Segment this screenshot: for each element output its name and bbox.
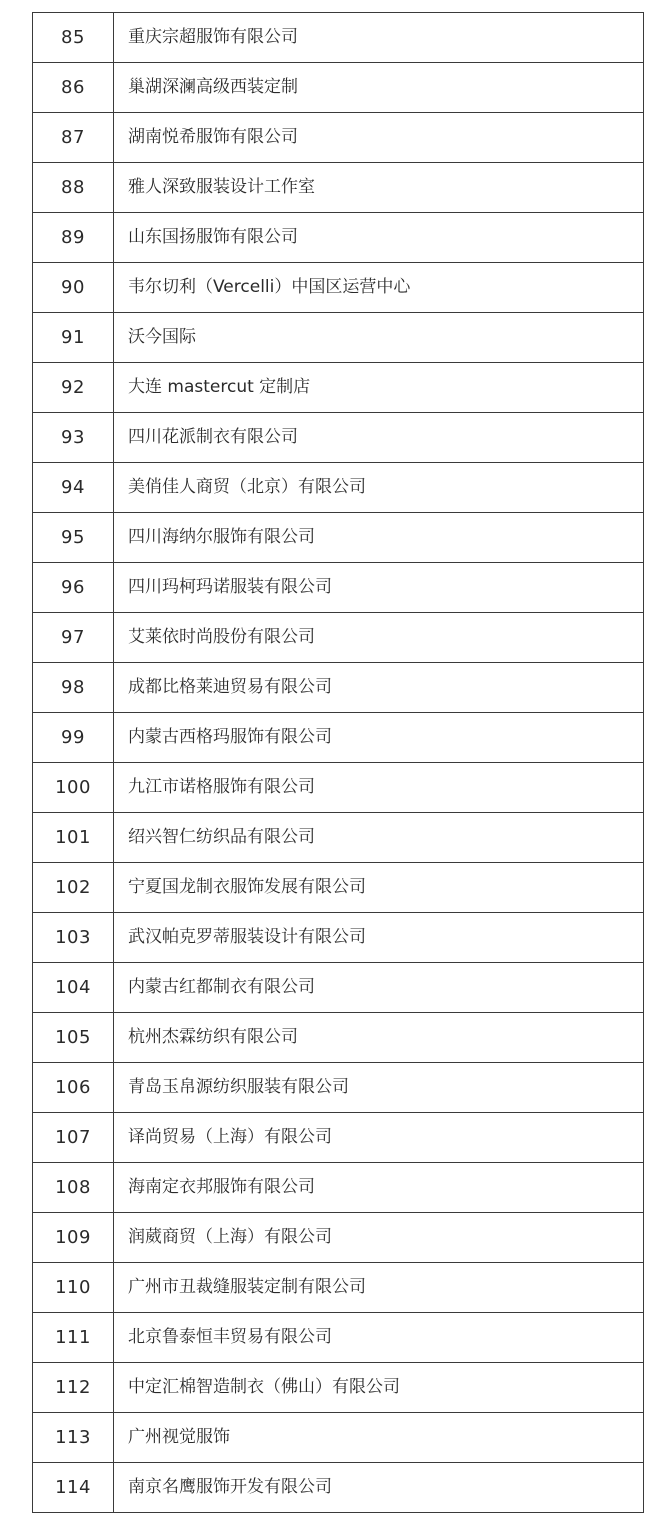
row-number-cell: 95 [33, 513, 114, 563]
company-name-cell: 巢湖深澜高级西装定制 [114, 63, 644, 113]
company-name-cell: 译尚贸易（上海）有限公司 [114, 1113, 644, 1163]
table-row [33, 63, 644, 113]
company-name-cell: 广州视觉服饰 [114, 1413, 644, 1463]
row-number-cell: 90 [33, 263, 114, 313]
company-name-cell: 沃今国际 [114, 313, 644, 363]
row-number-cell: 103 [33, 913, 114, 963]
company-name-cell: 武汉帕克罗蒂服装设计有限公司 [114, 913, 644, 963]
row-number-cell: 91 [33, 313, 114, 363]
company-name-cell: 雅人深致服装设计工作室 [114, 163, 644, 213]
company-name-cell: 四川玛柯玛诺服装有限公司 [114, 563, 644, 613]
company-name-cell: 内蒙古红都制衣有限公司 [114, 963, 644, 1013]
row-number-cell: 89 [33, 213, 114, 263]
table-row [33, 863, 644, 913]
row-number-cell: 114 [33, 1463, 114, 1513]
table-row [33, 1263, 644, 1313]
table-body [33, 13, 644, 1513]
table-row [33, 913, 644, 963]
table-row [33, 413, 644, 463]
company-name-cell: 四川海纳尔服饰有限公司 [114, 513, 644, 563]
row-number-cell: 113 [33, 1413, 114, 1463]
company-name-cell: 中定汇棉智造制衣（佛山）有限公司 [114, 1363, 644, 1413]
company-name-cell: 南京名鹰服饰开发有限公司 [114, 1463, 644, 1513]
table-row [33, 113, 644, 163]
row-number-cell: 100 [33, 763, 114, 813]
company-name-cell: 北京鲁泰恒丰贸易有限公司 [114, 1313, 644, 1363]
company-name-cell: 广州市丑裁缝服装定制有限公司 [114, 1263, 644, 1313]
row-number-cell: 85 [33, 13, 114, 63]
company-name-cell: 青岛玉帛源纺织服装有限公司 [114, 1063, 644, 1113]
table-row [33, 813, 644, 863]
row-number-cell: 99 [33, 713, 114, 763]
table-row [33, 1363, 644, 1413]
row-number-cell: 93 [33, 413, 114, 463]
company-name-cell: 宁夏国龙制衣服饰发展有限公司 [114, 863, 644, 913]
row-number-cell: 86 [33, 63, 114, 113]
row-number-cell: 102 [33, 863, 114, 913]
row-number-cell: 97 [33, 613, 114, 663]
table-row [33, 1313, 644, 1363]
company-name-cell: 湖南悦希服饰有限公司 [114, 113, 644, 163]
row-number-cell: 107 [33, 1113, 114, 1163]
table-row [33, 163, 644, 213]
table-row [33, 663, 644, 713]
row-number-cell: 106 [33, 1063, 114, 1113]
table-row [33, 763, 644, 813]
company-name-cell: 韦尔切利（Vercelli）中国区运营中心 [114, 263, 644, 313]
table-row [33, 1463, 644, 1513]
table-row [33, 213, 644, 263]
table-row [33, 1413, 644, 1463]
table-row [33, 1113, 644, 1163]
row-number-cell: 109 [33, 1213, 114, 1263]
row-number-cell: 94 [33, 463, 114, 513]
company-name-cell: 内蒙古西格玛服饰有限公司 [114, 713, 644, 763]
row-number-cell: 112 [33, 1363, 114, 1413]
company-name-cell: 九江市诺格服饰有限公司 [114, 763, 644, 813]
table-row [33, 1063, 644, 1113]
company-name-cell: 海南定衣邦服饰有限公司 [114, 1163, 644, 1213]
row-number-cell: 92 [33, 363, 114, 413]
company-name-cell: 重庆宗超服饰有限公司 [114, 13, 644, 63]
table-row [33, 363, 644, 413]
company-name-cell: 杭州杰霖纺织有限公司 [114, 1013, 644, 1063]
row-number-cell: 105 [33, 1013, 114, 1063]
company-list-table [32, 12, 644, 1513]
company-name-cell: 润葳商贸（上海）有限公司 [114, 1213, 644, 1263]
table-row [33, 713, 644, 763]
table-row [33, 463, 644, 513]
row-number-cell: 98 [33, 663, 114, 713]
company-name-cell: 艾莱依时尚股份有限公司 [114, 613, 644, 663]
company-name-cell: 绍兴智仁纺织品有限公司 [114, 813, 644, 863]
table-row [33, 13, 644, 63]
table-row [33, 563, 644, 613]
company-name-cell: 山东国扬服饰有限公司 [114, 213, 644, 263]
row-number-cell: 88 [33, 163, 114, 213]
table-row [33, 1013, 644, 1063]
table-row [33, 313, 644, 363]
row-number-cell: 101 [33, 813, 114, 863]
row-number-cell: 96 [33, 563, 114, 613]
table-row [33, 513, 644, 563]
company-name-cell: 四川花派制衣有限公司 [114, 413, 644, 463]
company-name-cell: 成都比格莱迪贸易有限公司 [114, 663, 644, 713]
row-number-cell: 104 [33, 963, 114, 1013]
row-number-cell: 108 [33, 1163, 114, 1213]
table-row [33, 613, 644, 663]
row-number-cell: 111 [33, 1313, 114, 1363]
company-list-table-container [32, 12, 644, 1513]
row-number-cell: 110 [33, 1263, 114, 1313]
table-row [33, 1213, 644, 1263]
company-name-cell: 大连 mastercut 定制店 [114, 363, 644, 413]
company-name-cell: 美俏佳人商贸（北京）有限公司 [114, 463, 644, 513]
table-row [33, 263, 644, 313]
table-row [33, 963, 644, 1013]
row-number-cell: 87 [33, 113, 114, 163]
table-row [33, 1163, 644, 1213]
